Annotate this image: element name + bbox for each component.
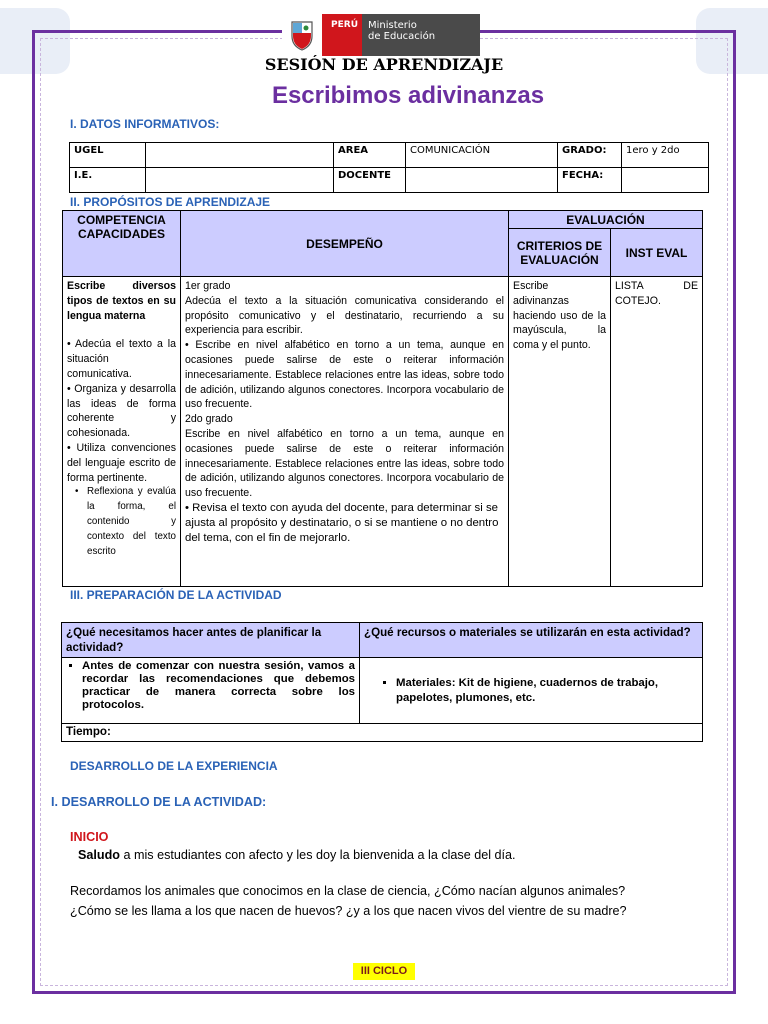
saludo-paragraph [78, 848, 516, 862]
competencia-text: Escribe diversos tipos de textos en su lengua materna [67, 280, 176, 322]
competencia-header [63, 211, 181, 277]
grado2-label: 2do grado [185, 413, 233, 426]
ugel-value [146, 143, 334, 168]
grado1-p1: Adecúa el texto a la situación comunicativa considerando el propósito comunicativo y el destinatario, recurriendo a su experiencia para escribir. [185, 294, 504, 337]
capacidad-1: • Adecúa el texto a la situación comunicativa. [67, 338, 176, 380]
grado1-label: 1er grado [185, 280, 231, 292]
recordamos-line1: Recordamos los animales que conocimos en la clase de ciencia, ¿Cómo nacían algunos animales? [70, 884, 626, 898]
area-label: AREA [334, 143, 406, 168]
ciclo-badge: III CICLO [353, 963, 415, 980]
instrumento-cell: LISTA DE COTEJO. [611, 277, 703, 587]
preparacion-col1-cell [62, 658, 360, 724]
coat-of-arms-icon [282, 14, 322, 56]
ugel-label: UGEL [70, 143, 146, 168]
experiencia-heading: DESARROLLO DE LA EXPERIENCIA [70, 759, 278, 773]
section-preparacion-heading: III. PREPARACIÓN DE LA ACTIVIDAD [70, 588, 282, 602]
logo-ministry [362, 14, 480, 56]
competencia-cell [63, 277, 181, 587]
document-type: SESIÓN DE APRENDIZAJE [264, 55, 504, 74]
grado2-p2: • Revisa el texto con ayuda del docente, para determinar si se ajusta al propósito y destinatario, o si se mantiene o no dentro del tema, con el fin de mejorarlo. [185, 501, 499, 544]
preparacion-col1-header: ¿Qué necesitamos hacer antes de planificar la actividad? [62, 623, 360, 658]
capacidad-3: • Utiliza convenciones del lenguaje escrito de forma pertinente. [67, 441, 176, 484]
fecha-label: FECHA: [558, 168, 622, 193]
grado-value: 1ero y 2do [622, 143, 709, 168]
actividad-heading: I. DESARROLLO DE LA ACTIVIDAD: [51, 795, 267, 809]
capacidad-4-bullet: • [75, 486, 79, 498]
inicio-label: INICIO [70, 830, 109, 844]
preparacion-col1-list [66, 660, 355, 712]
section-datos-heading: I. DATOS INFORMATIVOS: [70, 117, 220, 131]
propositos-table [62, 210, 703, 587]
capacidad-4-text: Reflexiona y evalúa la forma, el contenido y contexto del texto escrito [87, 486, 176, 557]
logo-ministry-line2: de Educación [368, 31, 436, 42]
capacidad-2: • Organiza y desarrolla las ideas de forma coherente y cohesionada. [67, 382, 176, 440]
preparacion-col2-header: ¿Qué recursos o materiales se utilizarán en esta actividad? [360, 623, 703, 658]
saludo-rest: a mis estudiantes con afecto y les doy la bienvenida a la clase del día. [119, 848, 516, 862]
preparacion-col2-cell [360, 658, 703, 724]
datos-table [69, 142, 709, 193]
area-value: COMUNICACIÓN [406, 143, 558, 168]
grado1-p2: • Escribe en nivel alfabético en torno a un tema, aunque en ocasiones puede salirse de este o reiterar información innecesariamente. Establece relaciones entre las ideas, sobre todo de adición, utilizando algunos conectores. Incorpora vocabulario de uso frecuente. [185, 339, 504, 411]
preparacion-table [61, 622, 703, 742]
criterios-header-line1: CRITERIOS DE [516, 238, 603, 253]
ie-label: I.E. [70, 168, 146, 193]
grado2-p1: Escribe en nivel alfabético en torno a un tema, aunque en ocasiones puede salirse de este o reiterar información innecesariamente. Establece relaciones entre las ideas, sobre todo de adición, utilizando algunos conectores. Incorpora vocabulario de uso frecuente. [185, 427, 504, 500]
ie-value [146, 168, 334, 193]
docente-value [406, 168, 558, 193]
capacidad-4 [67, 485, 176, 559]
preparacion-col1-item: ▪ Antes de comenzar con nuestra sesión, vamos a recordar las recomendaciones que debemos practicar de manera correcta sobre los protocolos. [82, 660, 355, 712]
fecha-value [622, 168, 709, 193]
grado-label: GRADO: [558, 143, 622, 168]
desempeno-header: DESEMPEÑO [181, 211, 509, 277]
tiempo-cell: Tiempo: [62, 724, 703, 742]
evaluacion-header: EVALUACIÓN [509, 211, 703, 229]
criterios-header [509, 229, 611, 277]
preparacion-col2-item: ▪ Materiales: Kit de higiene, cuadernos de trabajo, papelotes, plumones, etc. [396, 676, 698, 706]
criterio-cell: Escribe adivinanzas haciendo uso de la mayúscula, la coma y el punto. [509, 277, 611, 587]
recordamos-line2: ¿Cómo se les llama a los que nacen de huevos? ¿y a los que nacen vivos del vientre de su madre? [70, 904, 627, 918]
competencia-header-line1: COMPETENCIA [77, 213, 166, 227]
logo-ministry-line1: Ministerio [368, 20, 417, 31]
section-propositos-heading: II. PROPÓSITOS DE APRENDIZAJE [70, 195, 271, 209]
saludo-bold: Saludo [78, 848, 120, 862]
logo-country: PERÚ [322, 14, 362, 56]
competencia-header-line2: CAPACIDADES [77, 227, 166, 241]
inst-eval-header: INST EVAL [611, 229, 703, 277]
docente-label: DOCENTE [334, 168, 406, 193]
ministry-logo [282, 14, 480, 56]
page-title: Escribimos adivinanzas [271, 82, 545, 109]
desempeno-cell [181, 277, 509, 587]
preparacion-col2-list [380, 676, 698, 706]
criterios-header-line2: EVALUACIÓN [520, 252, 599, 267]
